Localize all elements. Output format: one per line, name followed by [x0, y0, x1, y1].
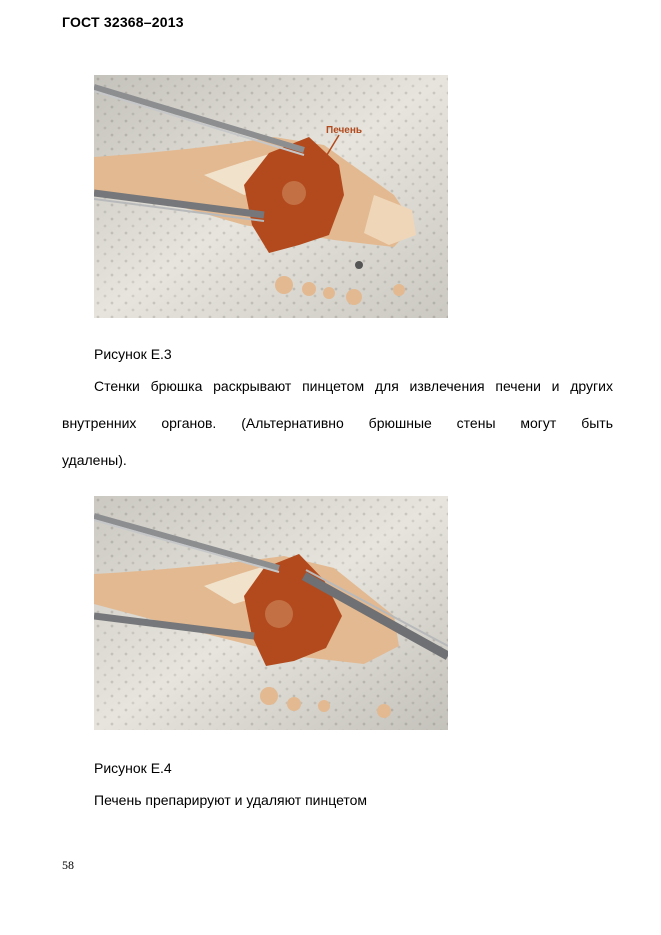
paragraph-1 [62, 368, 613, 479]
page-number: 58 [62, 858, 74, 872]
dissection-photo-1 [94, 75, 448, 318]
figure-e4-caption: Рисунок Е.4 [94, 760, 172, 776]
dissection-photo-2 [94, 496, 448, 730]
paragraph-1-line-1: Стенки брюшка раскрывают пинцетом для извлечения печени и других [94, 378, 613, 394]
paragraph-1-line-2: внутренних органов. (Альтернативно брюшные стены могут быть [62, 415, 613, 431]
paragraph-1-line-3: удалены). [62, 452, 127, 468]
figure-e4-photo [94, 496, 448, 730]
figure-e3-photo [94, 75, 448, 318]
paragraph-2: Печень препарируют и удаляют пинцетом [94, 792, 368, 808]
liver-label: Печень [326, 125, 363, 136]
document-header: ГОСТ 32368–2013 [62, 14, 184, 30]
figure-e3-caption: Рисунок Е.3 [94, 346, 172, 362]
